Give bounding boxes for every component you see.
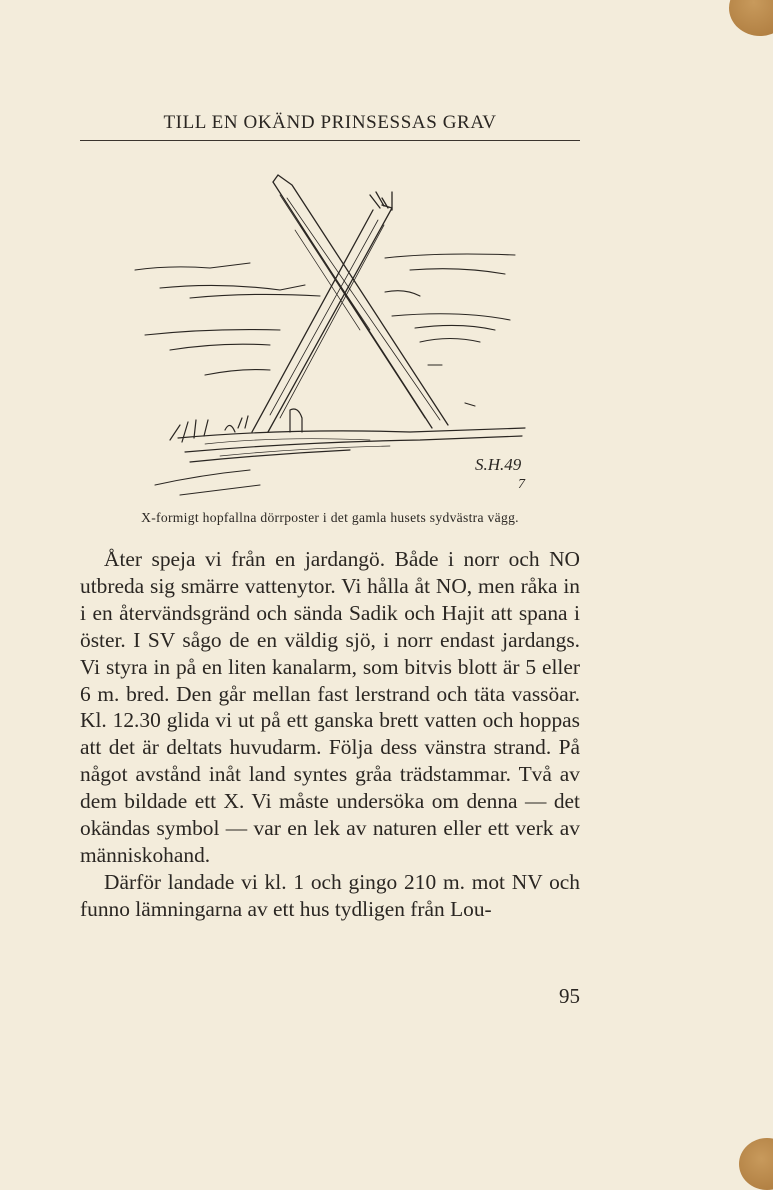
illustration-signature: S.H.49 — [475, 455, 522, 474]
page-corner-tab — [739, 1138, 773, 1190]
paragraph: Därför landade vi kl. 1 och gingo 210 m. mot NV och funno lämningarna av ett hus tydligen från Lou- — [80, 869, 580, 921]
running-head: TILL EN OKÄND PRINSESSAS GRAV — [163, 112, 497, 133]
fallen-log — [170, 409, 525, 462]
paragraph: Åter speja vi från en jardangö. Både i norr och NO utbreda sig smärre vattenytor. Vi hålla åt NO, men råka in i en återvändsgränd och sända Sadik och Hajit att spana i öster. I SV sågo de en väldig sjö, i norr endast jardangs. Vi styra in på en liten kanalarm, som bitvis blott är 5 eller 6 m. bred. Den går mellan fast lerstrand och täta vassöar. Kl. 12.30 glida vi ut på ett ganska brett vatten och hoppas att det är deltats huvudarm. Följa dess vänstra strand. På något avstånd inåt land syntes gråa trädstammar. Två av dem bildade ett X. Vi måste undersöka om denna — det okändas symbol — var en lek av naturen eller ett verk av människohand. — [80, 547, 580, 867]
figure-caption: X-formigt hopfallna dörrposter i det gamla husets sydvästra vägg. — [141, 510, 519, 525]
body-text — [80, 546, 580, 923]
x-doorposts-illustration — [130, 170, 540, 500]
illustration-signature-suffix: 7 — [518, 477, 525, 492]
page-number: 95 — [559, 984, 580, 1008]
header-rule — [80, 140, 580, 141]
post-diagonal-right — [252, 192, 392, 432]
post-diagonal-left — [273, 175, 448, 428]
water-lines — [135, 254, 515, 495]
page-corner-tab — [729, 0, 773, 36]
